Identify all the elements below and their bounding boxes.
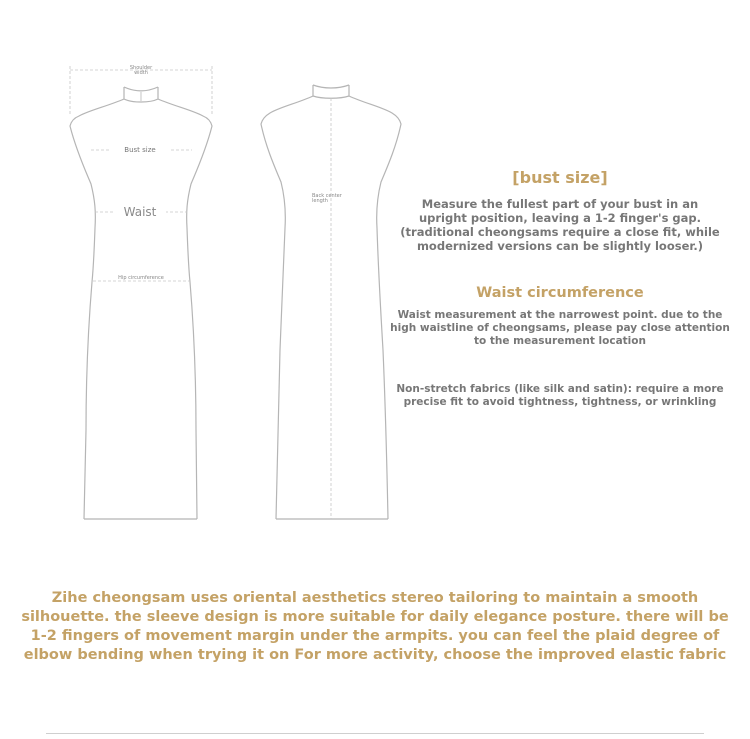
- waist-description: [380, 309, 740, 348]
- footer-description: [0, 589, 750, 665]
- bust-text-line: (traditional cheongsams require a close fit, while: [400, 225, 720, 239]
- shoulder-width-label: Shoulder width: [129, 65, 153, 76]
- fabric-text-line: precise fit to avoid tightness, tightness, or wrinkling: [403, 396, 717, 408]
- hip-circumference-label: Hip circumference: [118, 275, 164, 281]
- footer-line: silhouette. the sleeve design is more suitable for daily elegance posture. there will be: [21, 609, 729, 625]
- waist-circumference-title: Waist circumference: [476, 285, 644, 301]
- waist-text-line: high waistline of cheongsams, please pay close attention: [390, 322, 730, 334]
- back-center-length-label: Back center length: [312, 193, 342, 204]
- waist-text-line: Waist measurement at the narrowest point. due to the: [397, 309, 723, 321]
- bottom-divider: [46, 733, 704, 734]
- fabric-text-line: Non-stretch fabrics (like silk and satin): require a more: [396, 383, 724, 395]
- bust-text-line: Measure the fullest part of your bust in an: [421, 197, 699, 211]
- waist-text-line: to the measurement location: [474, 335, 646, 347]
- waist-label: Waist: [114, 205, 166, 219]
- bust-size-label: Bust size: [110, 146, 170, 154]
- bust-size-description: [380, 197, 740, 253]
- bust-text-line: upright position, leaving a 1-2 finger's gap.: [418, 211, 702, 225]
- fabric-note: [380, 383, 740, 409]
- footer-line: Zihe cheongsam uses oriental aesthetics stereo tailoring to maintain a smooth: [51, 590, 699, 606]
- footer-line: 1-2 fingers of movement margin under the armpits. you can feel the plaid degree of: [30, 628, 720, 644]
- bust-text-line: modernized versions can be slightly looser.): [416, 239, 704, 253]
- bust-size-title: [bust size]: [512, 168, 608, 187]
- footer-line: elbow bending when trying it on For more activity, choose the improved elastic fabric: [23, 647, 727, 663]
